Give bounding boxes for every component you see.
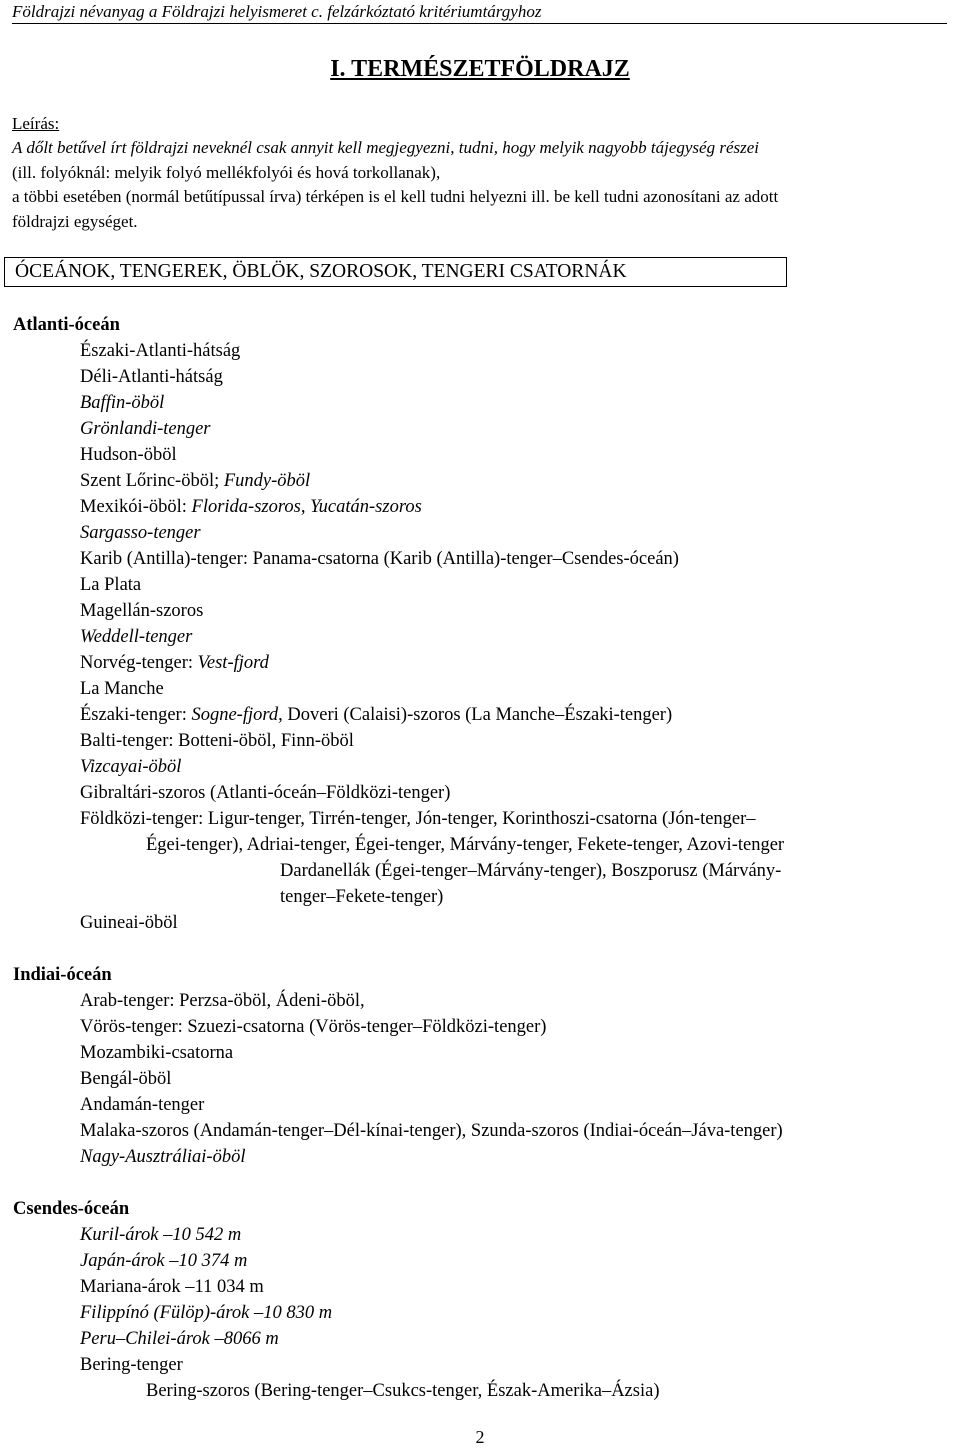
list-item: La Plata xyxy=(80,575,142,595)
list-item: Malaka-szoros (Andamán-tenger–Dél-kínai-tenger), Szunda-szoros (Indiai-óceán–Jáva-tenger) xyxy=(80,1121,783,1141)
list-item: Gibraltári-szoros (Atlanti-óceán–Földközi-tenger) xyxy=(80,783,451,803)
chapter-title: I. TERMÉSZETFÖLDRAJZ xyxy=(330,56,630,82)
list-item: Kuril-árok –10 542 m xyxy=(80,1225,242,1245)
list-item: La Manche xyxy=(80,679,164,699)
list-item: Földközi-tenger: Ligur-tenger, Tirrén-tenger, Jón-tenger, Korinthoszi-csatorna (Jón-tenger– xyxy=(80,809,756,829)
list-item: Karib (Antilla)-tenger: Panama-csatorna (Karib (Antilla)-tenger–Csendes-óceán) xyxy=(80,549,679,569)
list-item: Balti-tenger: Botteni-öböl, Finn-öböl xyxy=(80,731,354,751)
list-item: Déli-Atlanti-hátság xyxy=(80,367,223,387)
list-item: Sargasso-tenger xyxy=(80,523,201,543)
list-item: Mozambiki-csatorna xyxy=(80,1043,234,1063)
ocean-heading-atlantic: Atlanti-óceán xyxy=(13,315,120,335)
list-item: Bengál-öböl xyxy=(80,1069,172,1089)
ocean-heading-indian: Indiai-óceán xyxy=(13,965,112,985)
list-item: Északi-Atlanti-hátság xyxy=(80,341,241,361)
list-item: Grönlandi-tenger xyxy=(80,419,211,439)
description-line: (ill. folyóknál: melyik folyó mellékfolyói és hová torkollanak), xyxy=(12,162,441,182)
list-item: Dardanellák (Égei-tenger–Márvány-tenger), Boszporusz (Márvány- xyxy=(280,861,782,881)
list-item: Weddell-tenger xyxy=(80,627,193,647)
list-item: Baffin-öböl xyxy=(80,393,165,413)
list-item: Magellán-szoros xyxy=(80,601,204,621)
list-item: Mariana-árok –11 034 m xyxy=(80,1277,264,1297)
list-item: tenger–Fekete-tenger) xyxy=(280,887,444,907)
list-item: Vörös-tenger: Szuezi-csatorna (Vörös-tenger–Földközi-tenger) xyxy=(80,1017,547,1037)
list-item: Norvég-tenger: Vest-fjord xyxy=(80,653,269,673)
list-item: Szent Lőrinc-öböl; Fundy-öböl xyxy=(80,471,311,491)
list-item: Bering-szoros (Bering-tenger–Csukcs-tenger, Észak-Amerika–Ázsia) xyxy=(146,1381,660,1401)
list-item: Arab-tenger: Perzsa-öböl, Ádeni-öböl, xyxy=(80,991,365,1011)
page-number: 2 xyxy=(475,1427,485,1447)
description-line: A dőlt betűvel írt földrajzi neveknél csak annyit kell megjegyezni, tudni, hogy melyik nagyobb tájegység részei xyxy=(12,138,760,158)
list-item: Északi-tenger: Sogne-fjord, Doveri (Calaisi)-szoros (La Manche–Északi-tenger) xyxy=(80,705,673,725)
list-item: Nagy-Ausztráliai-öböl xyxy=(80,1147,246,1167)
list-item: Mexikói-öböl: Florida-szoros, Yucatán-szoros xyxy=(80,497,422,517)
description-block xyxy=(12,112,958,234)
list-item: Filippínó (Fülöp)-árok –10 830 m xyxy=(80,1303,333,1323)
description-line: a többi esetében (normál betűtípussal írva) térképen is el kell tudni helyezni ill. be kell tudni azonosítani az adott xyxy=(12,187,779,207)
list-item: Hudson-öböl xyxy=(80,445,177,465)
description-line: földrajzi egységet. xyxy=(12,211,138,231)
list-item: Japán-árok –10 374 m xyxy=(80,1251,248,1271)
list-item: Andamán-tenger xyxy=(80,1095,205,1115)
description-label: Leírás: xyxy=(12,114,60,133)
list-item: Guineai-öböl xyxy=(80,913,178,933)
list-item: Peru–Chilei-árok –8066 m xyxy=(80,1329,279,1349)
ocean-heading-pacific: Csendes-óceán xyxy=(13,1199,130,1219)
page-header: Földrajzi névanyag a Földrajzi helyismeret c. felzárkóztató kritériumtárgyhoz xyxy=(12,1,947,24)
list-item: Vizcayai-öböl xyxy=(80,757,182,777)
list-item: Bering-tenger xyxy=(80,1355,183,1375)
section-title: ÓCEÁNOK, TENGEREK, ÖBLÖK, SZOROSOK, TENGERI CSATORNÁK xyxy=(4,257,787,287)
list-item: Égei-tenger), Adriai-tenger, Égei-tenger, Márvány-tenger, Fekete-tenger, Azovi-tenger xyxy=(146,835,785,855)
